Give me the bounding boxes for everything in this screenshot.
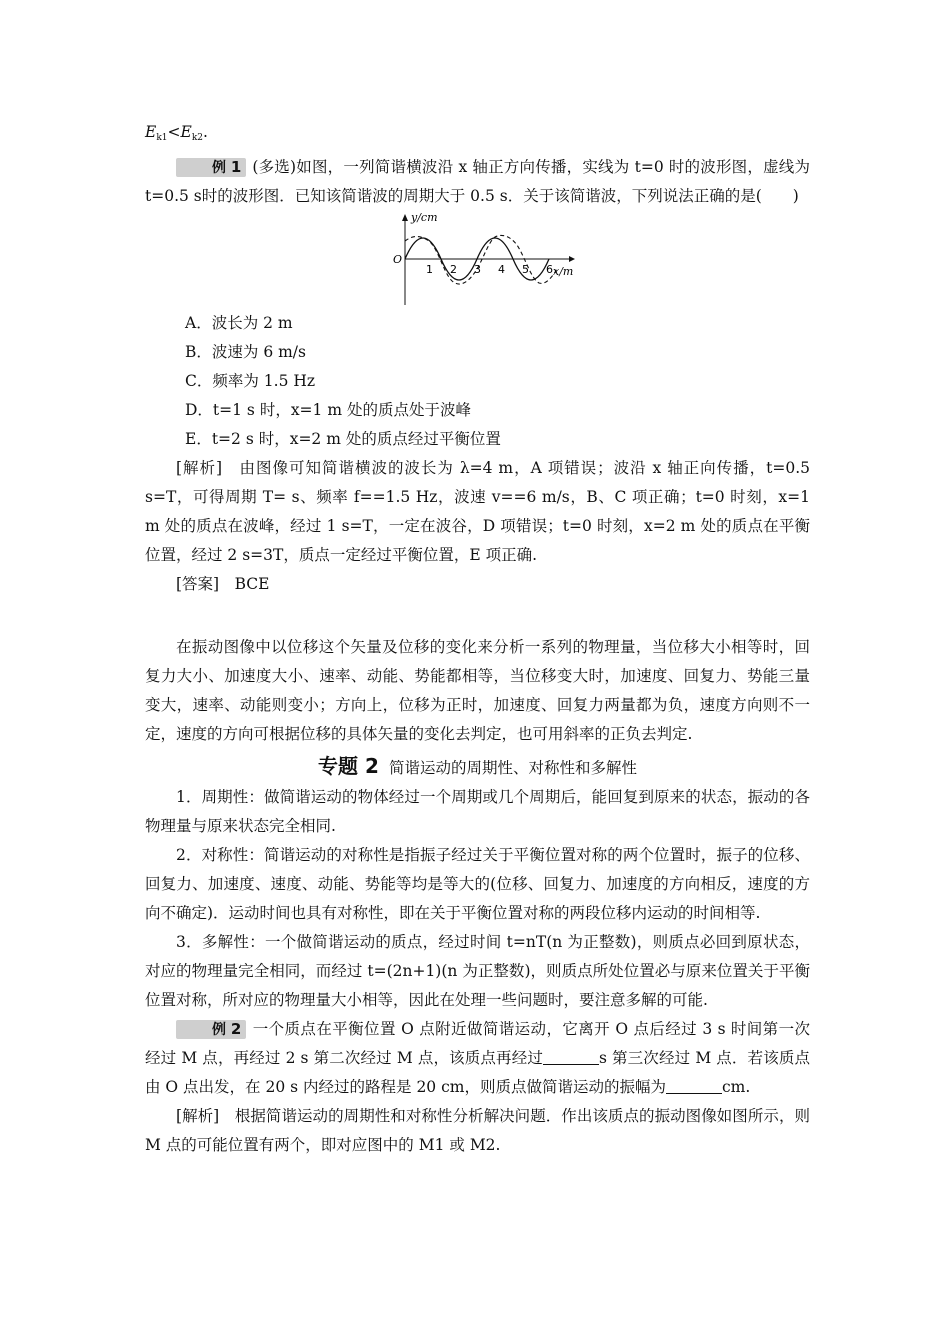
tick-label: 1 — [425, 263, 433, 276]
answer-blank-2[interactable] — [666, 1079, 722, 1094]
tick-label: 5 — [521, 263, 529, 276]
answer-blank-1[interactable] — [543, 1050, 599, 1065]
wave-figure — [393, 213, 583, 305]
dashed-wave-t05 — [405, 235, 557, 284]
point-symmetry: 2．对称性：简谐运动的对称性是指振子经过关于平衡位置对称的两个位置时，振子的位移、回复力、加速度、速度、动能、势能等均是等大的(位移、回复力、加速度的方向相反，速度的方向不确定)．运动时间也具有对称性，即在关于平衡位置对称的两段位移内运动的时间相等. — [145, 846, 810, 922]
example-1-answer: [答案] BCE — [176, 575, 270, 593]
tick-label: 4 — [497, 263, 505, 276]
method-note: 在振动图像中以位移这个矢量及位移的变化来分析一系列的物理量，当位移大小相等时，回复力大小、加速度大小、速率、动能、势能都相等，当位移变大时，加速度、回复力、势能三量变大，速率、动能则变小；方向上，位移为正时，加速度、回复力两量都为负，速度方向则不一定，速度的方向可根据位移的具体矢量的变化去判定，也可用斜率的正负去判定. — [145, 638, 810, 743]
topic-title: 简谐运动的周期性、对称性和多解性 — [388, 759, 637, 777]
option-a: A．波长为 2 m — [185, 314, 293, 332]
tick-label: 6 — [545, 263, 553, 276]
example-1-question: 例 1 (多选)如图，一列简谐横波沿 x 轴正方向传播，实线为 t=0 时的波形图，虚线为 t=0.5 s时的波形图．已知该简谐波的周期大于 0.5 s．关于该简谐波，下列说法正确的是( ) — [145, 158, 810, 205]
option-e: E．t=2 s 时，x=2 m 处的质点经过平衡位置 — [185, 430, 501, 448]
example-2-analysis: [解析] 根据简谐运动的周期性和对称性分析解决问题．作出该质点的振动图像如图所示，则 M 点的可能位置有两个，即对应图中的 M1 或 M2. — [145, 1107, 810, 1154]
option-d: D．t=1 s 时，x=1 m 处的质点处于波峰 — [185, 401, 471, 419]
top-line: $E_{k1}<E_{k2}$. — [145, 123, 208, 143]
example-2-question: 例 2 一个质点在平衡位置 O 点附近做简谐运动，它离开 O 点后经过 3 s 时间第一次经过 M 点，再经过 2 s 第二次经过 M 点，该质点再经过 s 第三次经过 M 点．若该质点由 O 点出发，在 20 s 内经过的路程是 20 cm，则质点做简谐运动的振幅为 cm. — [145, 1020, 810, 1096]
wave-graph — [393, 213, 583, 305]
y-axis-label: y/cm — [410, 213, 438, 224]
topic-heading — [145, 751, 810, 783]
point-multiple-solutions: 3．多解性：一个做简谐运动的质点，经过时间 t=nT(n 为正整数)，则质点必回到原状态，对应的物理量完全相同，而经过 t=(2n+1)(n 为正整数)，则质点所处位置必与原来位置关于平衡位置对称，所对应的物理量大小相等，因此在处理一些问题时，要注意多解的可能. — [145, 933, 810, 1009]
document-page — [145, 118, 810, 1160]
topic-label: 专题 2 — [318, 754, 379, 778]
tick-label: 3 — [473, 263, 481, 276]
option-b: B．波速为 6 m/s — [185, 343, 306, 361]
point-periodicity: 1．周期性：做简谐运动的物体经过一个周期或几个周期后，能回复到原来的状态，振动的各物理量与原来状态完全相同. — [145, 788, 810, 835]
example-2-tag: 例 2 — [176, 1020, 246, 1039]
example-1-tag: 例 1 — [176, 158, 246, 177]
option-c: C．频率为 1.5 Hz — [185, 372, 316, 390]
x-axis-label: x/m — [552, 265, 573, 278]
origin-label: O — [392, 253, 402, 266]
tick-label: 2 — [449, 263, 457, 276]
example-1-analysis: [解析] 由图像可知简谐横波的波长为 λ=4 m，A 项错误；波沿 x 轴正向传播，t=0.5 s=T，可得周期 T= s、频率 f==1.5 Hz，波速 v==6 m/s，B、C 项正确；t=0 时刻，x=1 m 处的质点在波峰，经过 1 s=T，一定在波谷，D 项错误；t=0 时刻，x=2 m 处的质点在平衡位置，经过 2 s=3T，质点一定经过平衡位置，E 项正确. — [145, 459, 810, 564]
